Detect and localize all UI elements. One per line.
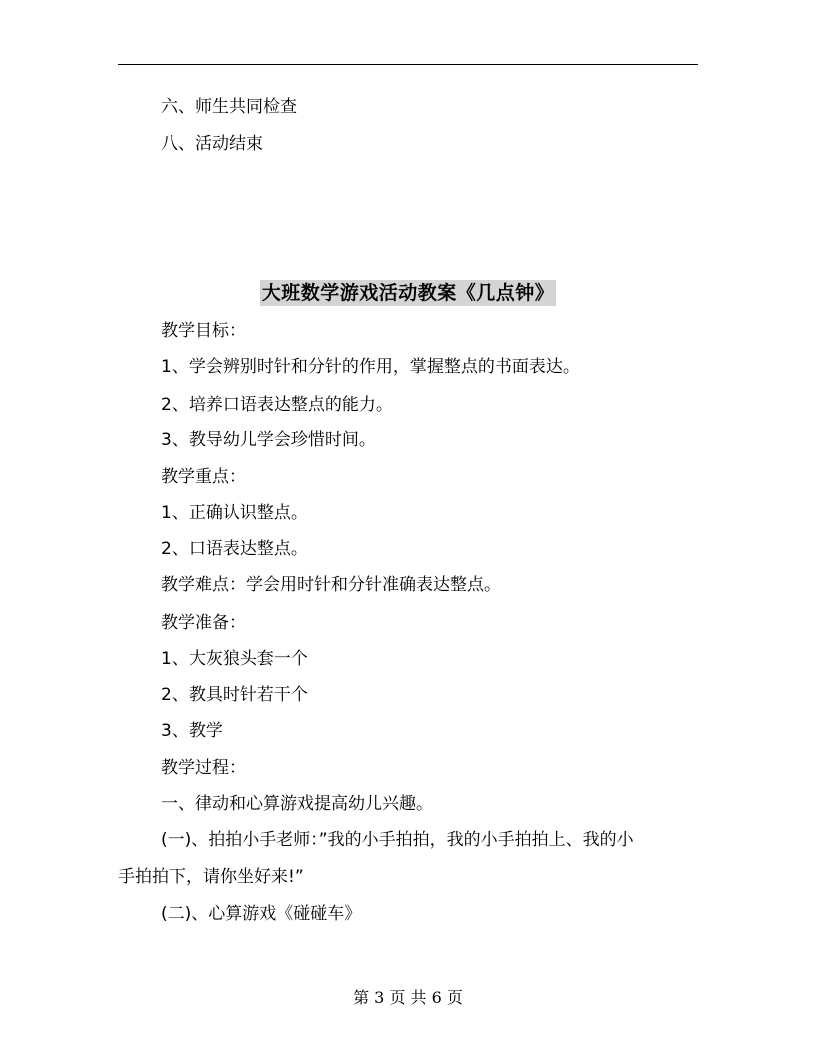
- section-line-8: 八、活动结束: [161, 134, 263, 154]
- key-point-item-1: 1、正确认识整点。: [161, 503, 308, 523]
- goal-item-3: 3、教导幼儿学会珍惜时间。: [161, 430, 376, 450]
- heading-teaching-goals: 教学目标：: [161, 321, 246, 341]
- difficulty-line: 教学难点：学会用时针和分针准确表达整点。: [161, 575, 501, 595]
- heading-key-points: 教学重点：: [161, 467, 246, 487]
- heading-preparation: 教学准备：: [161, 613, 246, 633]
- goal-item-1: 1、学会辨别时针和分针的作用，掌握整点的书面表达。: [161, 357, 580, 377]
- page-number-footer: 第 3 页 共 6 页: [353, 988, 463, 1007]
- title-container: [0, 280, 816, 306]
- key-point-item-2: 2、口语表达整点。: [161, 539, 308, 559]
- heading-process: 教学过程：: [161, 758, 246, 778]
- header-rule: [118, 64, 698, 65]
- process-sub-item-2: (二)、心算游戏《碰碰车》: [161, 904, 362, 924]
- goal-item-2: 2、培养口语表达整点的能力。: [161, 395, 393, 415]
- process-sub-item-1-continued: 手拍拍下，请你坐好来!”: [118, 867, 304, 887]
- document-title: 大班数学游戏活动教案《几点钟》: [261, 282, 555, 304]
- section-line-6: 六、师生共同检查: [161, 97, 297, 117]
- preparation-item-3: 3、教学: [161, 721, 223, 741]
- process-item-1: 一、律动和心算游戏提高幼儿兴趣。: [161, 794, 433, 814]
- process-sub-item-1: (一)、拍拍小手老师：”我的小手拍拍，我的小手拍拍上、我的小: [161, 830, 634, 850]
- preparation-item-1: 1、大灰狼头套一个: [161, 649, 308, 669]
- preparation-item-2: 2、教具时针若干个: [161, 685, 308, 705]
